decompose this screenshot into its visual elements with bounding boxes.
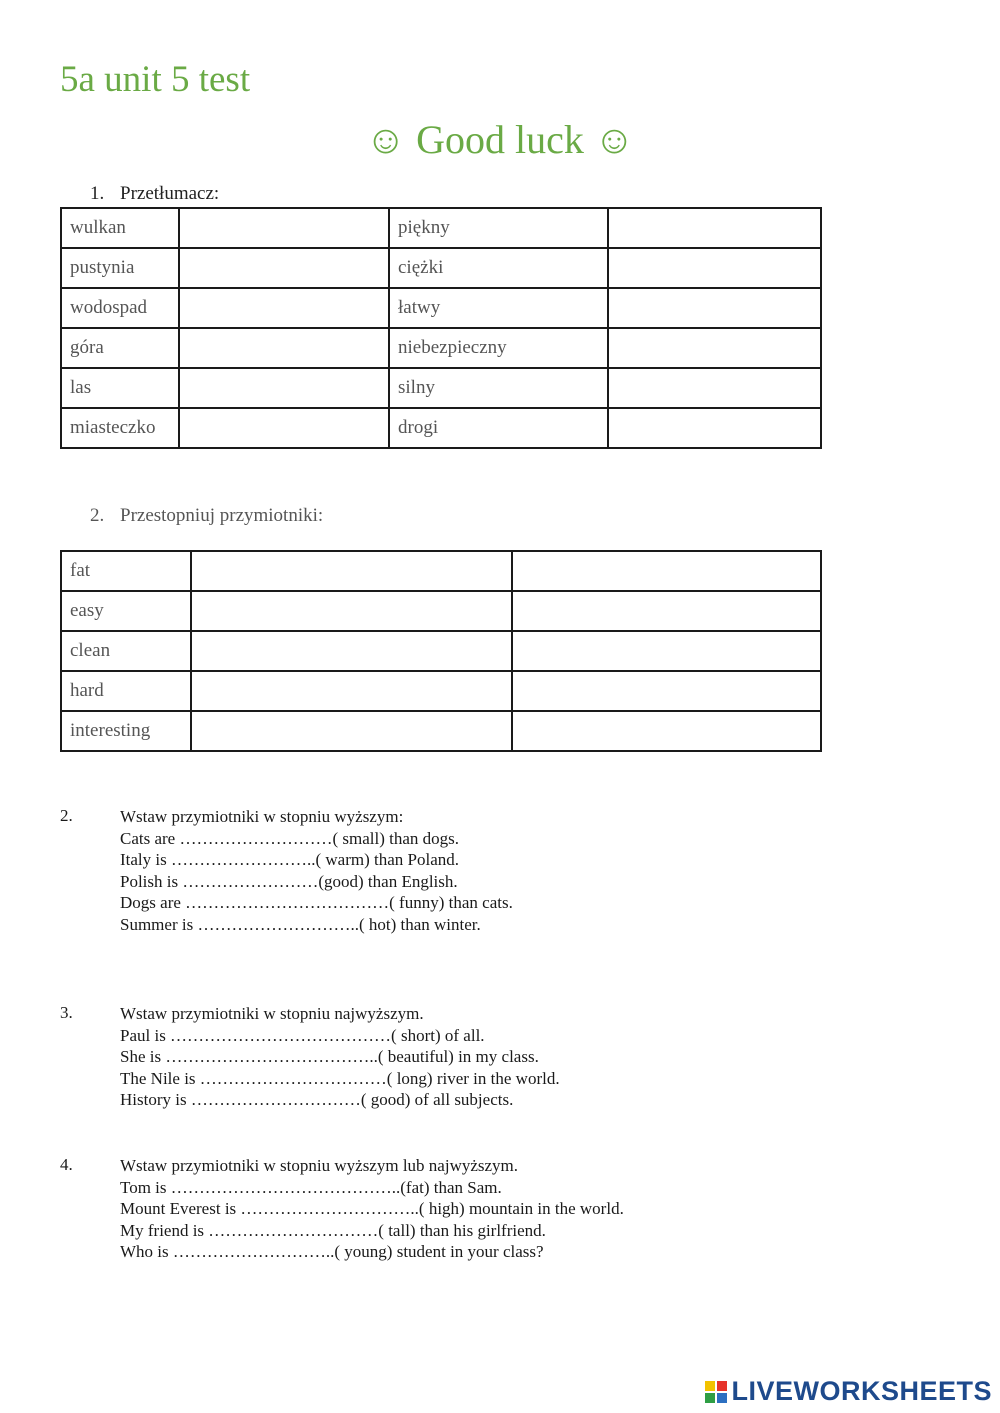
exercise-comparative-number: 2.	[60, 806, 73, 825]
comparative-answer-cell[interactable]	[191, 591, 512, 631]
exercise-sentence: Paul is …………………………………( short) of all.	[120, 1025, 485, 1045]
translation-row	[61, 328, 821, 368]
answer-cell[interactable]	[179, 288, 389, 328]
polish-word-cell: piękny	[389, 208, 608, 248]
polish-word-cell: ciężki	[389, 248, 608, 288]
polish-word-cell: łatwy	[389, 288, 608, 328]
section-2-heading	[90, 505, 323, 527]
superlative-answer-cell[interactable]	[512, 631, 821, 671]
exercise-instruction: Wstaw przymiotniki w stopniu wyższym lub najwyższym.	[120, 1156, 519, 1175]
translation-row	[61, 368, 821, 408]
comparative-answer-cell[interactable]	[191, 631, 512, 671]
translation-row	[61, 288, 821, 328]
adjective-cell: fat	[61, 551, 191, 591]
comparative-answer-cell[interactable]	[191, 671, 512, 711]
adjective-row	[61, 551, 821, 591]
exercise-sentence: Summer is ………………………..( hot) than winter.	[120, 914, 481, 934]
answer-cell[interactable]	[179, 408, 389, 448]
exercise-sentence: Dogs are ………………………………( funny) than cats.	[120, 893, 513, 912]
exercise-sentence: History is …………………………( good) of all subjects.	[120, 1090, 514, 1109]
section-1-number: 1.	[90, 183, 105, 204]
superlative-answer-cell[interactable]	[512, 551, 821, 591]
section-1-heading	[90, 183, 219, 205]
adjective-row	[61, 631, 821, 671]
adjective-row	[61, 711, 821, 751]
comparison-table	[60, 550, 822, 752]
adjective-cell: interesting	[61, 711, 191, 751]
polish-word-cell: silny	[389, 368, 608, 408]
adjective-cell: clean	[61, 631, 191, 671]
polish-word-cell: góra	[61, 328, 179, 368]
logo-square	[717, 1381, 727, 1391]
answer-cell[interactable]	[179, 248, 389, 288]
answer-cell[interactable]	[179, 368, 389, 408]
logo-mark-icon	[705, 1381, 727, 1403]
answer-cell[interactable]	[608, 328, 821, 368]
exercise-sentence: The Nile is ……………………………( long) river in the world.	[120, 1068, 560, 1088]
logo-square	[717, 1393, 727, 1403]
exercise-sentence: Tom is …………………………………..(fat) than Sam.	[120, 1177, 502, 1197]
translation-row	[61, 408, 821, 448]
comparative-answer-cell[interactable]	[191, 711, 512, 751]
section-2-number: 2.	[90, 505, 105, 526]
exercise-mixed-number: 4.	[60, 1155, 73, 1174]
superlative-answer-cell[interactable]	[512, 671, 821, 711]
exercise-superlative-number: 3.	[60, 1003, 73, 1022]
answer-cell[interactable]	[179, 208, 389, 248]
adjective-row	[61, 591, 821, 631]
exercise-sentence: Mount Everest is …………………………..( high) mountain in the world.	[120, 1199, 624, 1218]
polish-word-cell: wodospad	[61, 288, 179, 328]
answer-cell[interactable]	[608, 368, 821, 408]
translation-row	[61, 208, 821, 248]
logo-text: LIVEWORKSHEETS	[731, 1376, 992, 1406]
logo-square	[705, 1381, 715, 1391]
superlative-answer-cell[interactable]	[512, 591, 821, 631]
polish-word-cell: drogi	[389, 408, 608, 448]
answer-cell[interactable]	[608, 288, 821, 328]
polish-word-cell: miasteczko	[61, 408, 179, 448]
exercise-instruction: Wstaw przymiotniki w stopniu wyższym:	[120, 807, 404, 826]
exercise-sentence: My friend is …………………………( tall) than his girlfriend.	[120, 1220, 546, 1240]
exercise-sentence: Polish is ……………………(good) than English.	[120, 871, 458, 891]
exercise-instruction: Wstaw przymiotniki w stopniu najwyższym.	[120, 1004, 424, 1023]
polish-word-cell: niebezpieczny	[389, 328, 608, 368]
liveworksheets-logo	[705, 1376, 992, 1407]
section-2-label: Przestopniuj przymiotniki:	[120, 505, 324, 526]
good-luck-subtitle: ☺ Good luck ☺	[365, 117, 635, 162]
exercise-sentence: Italy is ……………………..( warm) than Poland.	[120, 850, 460, 869]
answer-cell[interactable]	[608, 408, 821, 448]
adjective-cell: easy	[61, 591, 191, 631]
adjective-cell: hard	[61, 671, 191, 711]
answer-cell[interactable]	[179, 328, 389, 368]
translation-row	[61, 248, 821, 288]
section-1-label: Przetłumacz:	[120, 183, 220, 204]
exercise-sentence: Who is ………………………..( young) student in your class?	[120, 1242, 544, 1261]
polish-word-cell: las	[61, 368, 179, 408]
answer-cell[interactable]	[608, 208, 821, 248]
answer-cell[interactable]	[608, 248, 821, 288]
superlative-answer-cell[interactable]	[512, 711, 821, 751]
exercise-sentence: Cats are ………………………( small) than dogs.	[120, 828, 460, 848]
translation-table	[60, 207, 822, 449]
worksheet-title: 5a unit 5 test	[60, 59, 251, 100]
polish-word-cell: wulkan	[61, 208, 179, 248]
polish-word-cell: pustynia	[61, 248, 179, 288]
logo-square	[705, 1393, 715, 1403]
comparative-answer-cell[interactable]	[191, 551, 512, 591]
adjective-row	[61, 671, 821, 711]
exercise-sentence: She is ………………………………..( beautiful) in my class.	[120, 1047, 539, 1066]
